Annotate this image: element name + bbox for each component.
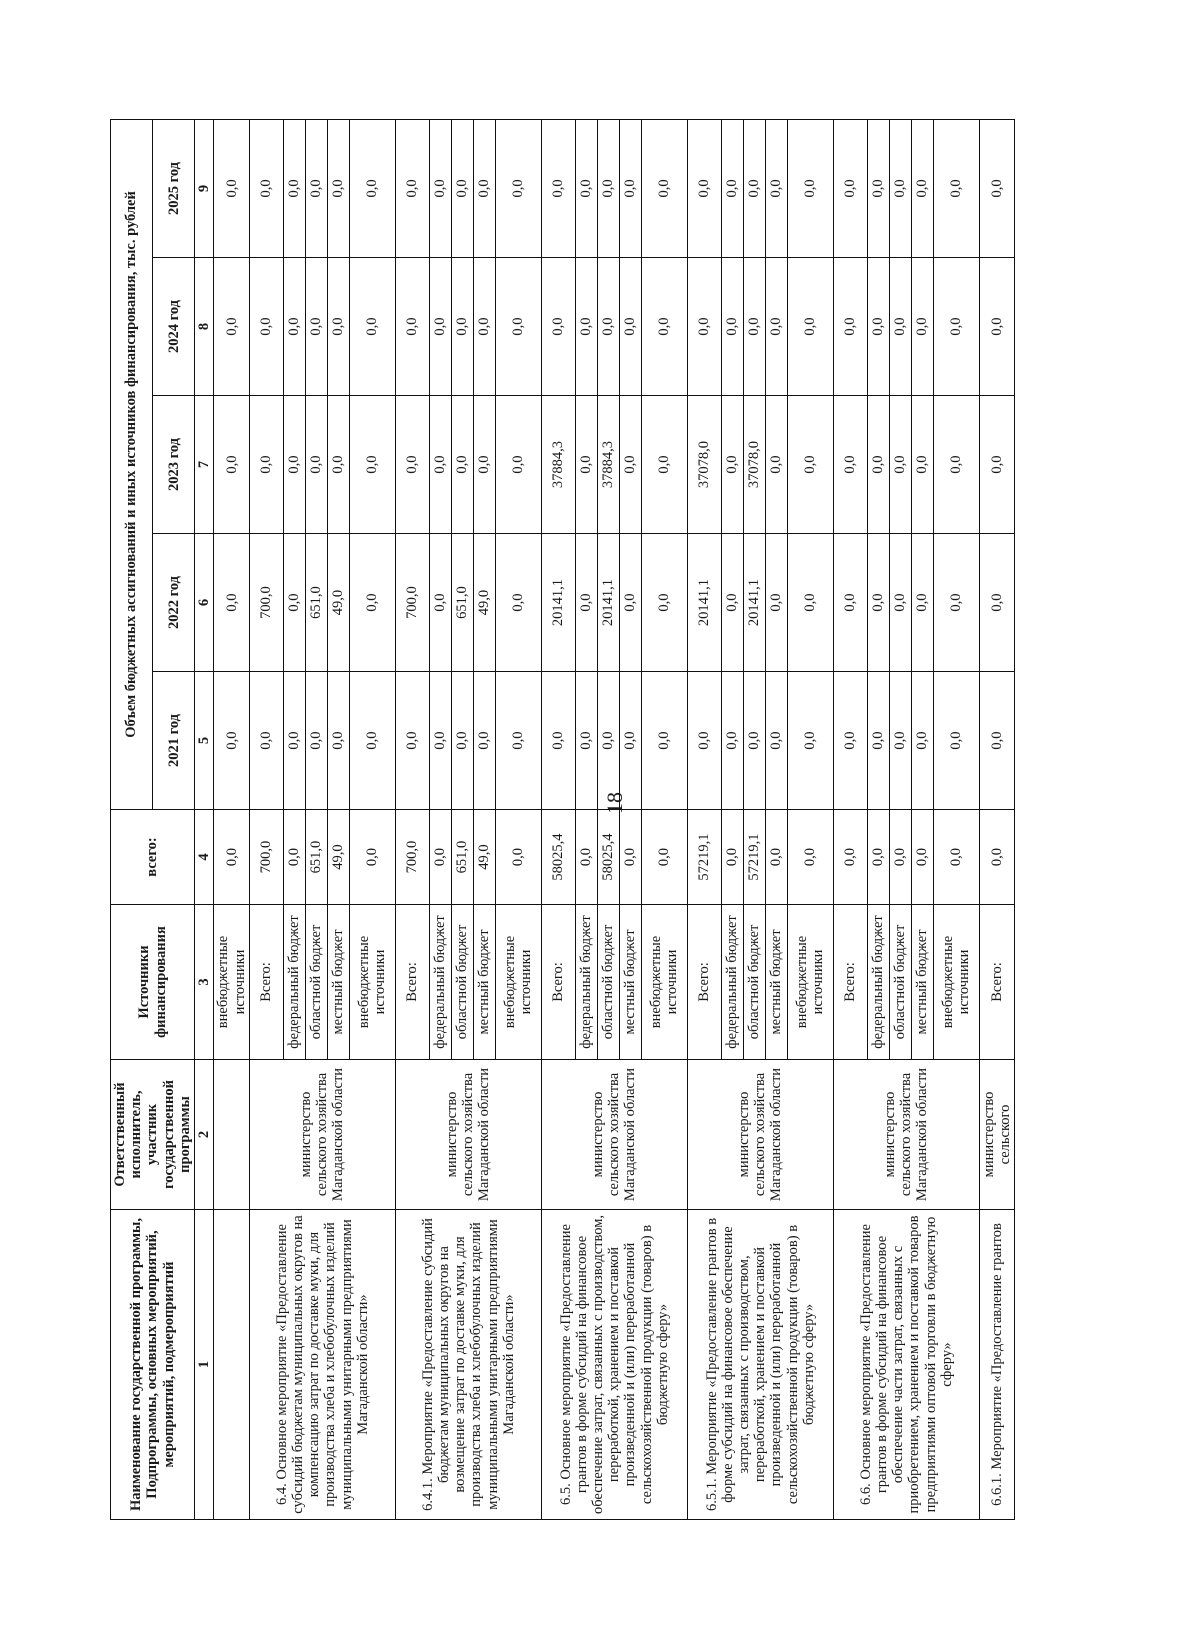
value-cell: 0,0	[214, 534, 249, 672]
value-cell: 57219,1	[687, 810, 721, 905]
source-cell: внебюджетные источники	[214, 905, 249, 1060]
executor: министерство сельского хозяйства Магаданской области	[687, 1060, 833, 1210]
value-cell: 0,0	[721, 119, 743, 257]
source-cell: Всего:	[541, 905, 575, 1060]
header-year: 2023 год	[153, 396, 195, 534]
continuation-executor	[214, 1060, 249, 1210]
executor: министерство сельского	[979, 1060, 1014, 1210]
value-cell: 0,0	[787, 258, 833, 396]
value-cell: 651,0	[305, 534, 327, 672]
value-cell: 0,0	[575, 396, 597, 534]
column-number: 8	[195, 258, 214, 396]
value-cell: 0,0	[473, 258, 495, 396]
value-cell: 0,0	[349, 810, 395, 905]
table-row	[541, 119, 575, 1519]
value-cell: 0,0	[979, 672, 1014, 810]
value-cell: 0,0	[743, 258, 765, 396]
source-cell: местный бюджет	[473, 905, 495, 1060]
value-cell: 0,0	[429, 119, 451, 257]
value-cell: 57219,1	[743, 810, 765, 905]
source-cell: Всего:	[979, 905, 1014, 1060]
value-cell: 0,0	[473, 672, 495, 810]
value-cell: 0,0	[473, 119, 495, 257]
value-cell: 651,0	[305, 810, 327, 905]
value-cell: 0,0	[214, 258, 249, 396]
value-cell: 20141,1	[597, 534, 619, 672]
value-cell: 0,0	[619, 810, 641, 905]
source-cell: Всего:	[833, 905, 867, 1060]
value-cell: 0,0	[911, 396, 933, 534]
source-cell: местный бюджет	[327, 905, 349, 1060]
value-cell: 0,0	[249, 672, 283, 810]
source-cell: областной бюджет	[743, 905, 765, 1060]
executor: министерство сельского хозяйства Магаданской области	[395, 1060, 541, 1210]
value-cell: 0,0	[765, 258, 787, 396]
value-cell: 0,0	[641, 258, 687, 396]
column-number: 1	[195, 1210, 214, 1520]
value-cell: 20141,1	[687, 534, 721, 672]
measure-name: 6.4. Основное мероприятие «Предоставление субсидий бюджетам муниципальных округов на компенсацию затрат по доставке муки, для производства хлеба и хлебобулочных изделий муниципальными унитарными предприятиями Магаданской области»	[249, 1210, 395, 1520]
table-row	[395, 119, 429, 1519]
value-cell: 0,0	[619, 258, 641, 396]
value-cell: 49,0	[327, 810, 349, 905]
value-cell: 0,0	[597, 672, 619, 810]
value-cell: 37884,3	[597, 396, 619, 534]
header-year: 2025 год	[153, 119, 195, 257]
value-cell: 0,0	[911, 810, 933, 905]
measure-name: 6.5. Основное мероприятие «Предоставление грантов в форме субсидий на финансовое обеспечение затрат, связанных с производством, переработкой, хранением и поставкой произведенной и (или) переработанной сельскохозяйственной продукции (товаров) в бюджетную сферу»	[541, 1210, 687, 1520]
value-cell: 0,0	[349, 119, 395, 257]
source-cell: местный бюджет	[765, 905, 787, 1060]
value-cell: 0,0	[429, 672, 451, 810]
table-body	[214, 119, 1015, 1519]
value-cell: 37078,0	[687, 396, 721, 534]
value-cell: 0,0	[214, 672, 249, 810]
column-number: 3	[195, 905, 214, 1060]
value-cell: 0,0	[619, 672, 641, 810]
value-cell: 0,0	[641, 119, 687, 257]
value-cell: 0,0	[911, 258, 933, 396]
continuation-row	[214, 119, 249, 1519]
value-cell: 0,0	[721, 672, 743, 810]
column-number: 7	[195, 396, 214, 534]
value-cell: 700,0	[249, 810, 283, 905]
value-cell: 0,0	[619, 396, 641, 534]
source-cell: внебюджетные источники	[495, 905, 541, 1060]
table-header	[111, 119, 214, 1519]
header-year: 2024 год	[153, 258, 195, 396]
value-cell: 0,0	[575, 258, 597, 396]
value-cell: 0,0	[787, 119, 833, 257]
value-cell: 700,0	[395, 534, 429, 672]
value-cell: 0,0	[349, 534, 395, 672]
column-number: 9	[195, 119, 214, 257]
value-cell: 0,0	[933, 534, 979, 672]
value-cell: 0,0	[597, 119, 619, 257]
value-cell: 0,0	[687, 672, 721, 810]
column-number: 2	[195, 1060, 214, 1210]
value-cell: 0,0	[473, 396, 495, 534]
value-cell: 0,0	[911, 119, 933, 257]
measure-name: 6.6. Основное мероприятие «Предоставление грантов в форме субсидий на финансовое обеспечение части затрат, связанных с приобретением, хранением и поставкой товаров предприятиями оптовой торговли в бюджетную сферу»	[833, 1210, 979, 1520]
value-cell: 0,0	[541, 258, 575, 396]
value-cell: 0,0	[327, 258, 349, 396]
value-cell: 49,0	[327, 534, 349, 672]
value-cell: 0,0	[283, 396, 305, 534]
value-cell: 0,0	[395, 119, 429, 257]
header-year: 2021 год	[153, 672, 195, 810]
value-cell: 0,0	[575, 810, 597, 905]
value-cell: 0,0	[575, 119, 597, 257]
executor: министерство сельского хозяйства Магаданской области	[249, 1060, 395, 1210]
value-cell: 700,0	[249, 534, 283, 672]
table-row	[249, 119, 283, 1519]
source-cell: Всего:	[687, 905, 721, 1060]
value-cell: 0,0	[619, 534, 641, 672]
source-cell: федеральный бюджет	[283, 905, 305, 1060]
value-cell: 0,0	[979, 810, 1014, 905]
value-cell: 0,0	[721, 534, 743, 672]
value-cell: 0,0	[214, 396, 249, 534]
value-cell: 0,0	[495, 534, 541, 672]
measure-name: 6.5.1. Мероприятие «Предоставление грантов в форме субсидий на финансовое обеспечение затрат, связанных с производством, переработкой, хранением и поставкой произведенной и (или) переработанной сельскохозяйственной продукции (товаров) в бюджетную сферу»	[687, 1210, 833, 1520]
value-cell: 0,0	[889, 534, 911, 672]
value-cell: 0,0	[619, 119, 641, 257]
value-cell: 0,0	[979, 258, 1014, 396]
value-cell: 0,0	[641, 810, 687, 905]
source-cell: местный бюджет	[911, 905, 933, 1060]
source-cell: федеральный бюджет	[429, 905, 451, 1060]
value-cell: 0,0	[641, 672, 687, 810]
value-cell: 0,0	[833, 672, 867, 810]
value-cell: 0,0	[833, 119, 867, 257]
value-cell: 0,0	[349, 258, 395, 396]
column-number: 4	[195, 810, 214, 905]
value-cell: 0,0	[429, 810, 451, 905]
value-cell: 0,0	[889, 258, 911, 396]
value-cell: 0,0	[833, 258, 867, 396]
value-cell: 0,0	[911, 534, 933, 672]
value-cell: 0,0	[765, 534, 787, 672]
value-cell: 0,0	[867, 258, 889, 396]
value-cell: 0,0	[833, 534, 867, 672]
value-cell: 0,0	[765, 672, 787, 810]
value-cell: 0,0	[787, 534, 833, 672]
value-cell: 37078,0	[743, 396, 765, 534]
header-volume: Объем бюджетных ассигнований и иных источников финансирования, тыс. рублей	[111, 119, 153, 809]
value-cell: 58025,4	[597, 810, 619, 905]
value-cell: 0,0	[687, 258, 721, 396]
value-cell: 0,0	[787, 396, 833, 534]
value-cell: 0,0	[979, 534, 1014, 672]
value-cell: 0,0	[451, 119, 473, 257]
header-executor: Ответственный исполнитель, участник государственной программы	[111, 1060, 195, 1210]
table-row	[833, 119, 867, 1519]
table-row	[687, 119, 721, 1519]
value-cell: 20141,1	[743, 534, 765, 672]
value-cell: 0,0	[249, 258, 283, 396]
value-cell: 0,0	[933, 396, 979, 534]
source-cell: федеральный бюджет	[867, 905, 889, 1060]
value-cell: 0,0	[429, 534, 451, 672]
value-cell: 0,0	[541, 119, 575, 257]
source-cell: федеральный бюджет	[721, 905, 743, 1060]
value-cell: 0,0	[889, 672, 911, 810]
source-cell: областной бюджет	[889, 905, 911, 1060]
value-cell: 0,0	[979, 396, 1014, 534]
source-cell: федеральный бюджет	[575, 905, 597, 1060]
value-cell: 58025,4	[541, 810, 575, 905]
value-cell: 0,0	[451, 396, 473, 534]
value-cell: 0,0	[349, 396, 395, 534]
value-cell: 0,0	[249, 396, 283, 534]
value-cell: 0,0	[305, 119, 327, 257]
measure-name: 6.4.1. Мероприятие «Предоставление субсидий бюджетам муниципальных округов на возмещение затрат по доставке муки, для производства хлеба и хлебобулочных изделий муниципальными унитарными предприятиями Магаданской области»	[395, 1210, 541, 1520]
source-cell: внебюджетные источники	[933, 905, 979, 1060]
value-cell: 0,0	[283, 119, 305, 257]
value-cell: 0,0	[765, 396, 787, 534]
value-cell: 0,0	[787, 810, 833, 905]
value-cell: 0,0	[283, 672, 305, 810]
value-cell: 0,0	[495, 119, 541, 257]
value-cell: 0,0	[889, 810, 911, 905]
value-cell: 0,0	[395, 258, 429, 396]
header-name: Наименование государственной программы, Подпрограммы, основных мероприятий, мероприятий, подмероприятий	[111, 1210, 195, 1520]
value-cell: 0,0	[721, 810, 743, 905]
value-cell: 0,0	[575, 534, 597, 672]
source-cell: областной бюджет	[597, 905, 619, 1060]
value-cell: 0,0	[765, 810, 787, 905]
value-cell: 0,0	[429, 396, 451, 534]
column-number: 6	[195, 534, 214, 672]
value-cell: 0,0	[327, 396, 349, 534]
measure-name: 6.6.1. Мероприятие «Предоставление грантов	[979, 1210, 1014, 1520]
source-cell: внебюджетные источники	[349, 905, 395, 1060]
executor: министерство сельского хозяйства Магаданской области	[833, 1060, 979, 1210]
value-cell: 0,0	[721, 396, 743, 534]
rotated-page-content	[110, 60, 1110, 1520]
value-cell: 0,0	[283, 534, 305, 672]
continuation-name	[214, 1210, 249, 1520]
value-cell: 0,0	[979, 119, 1014, 257]
value-cell: 0,0	[283, 810, 305, 905]
budget-table	[110, 119, 1015, 1520]
source-cell: Всего:	[395, 905, 429, 1060]
header-year: 2022 год	[153, 534, 195, 672]
value-cell: 0,0	[889, 396, 911, 534]
header-source: Источники финансирования	[111, 905, 195, 1060]
source-cell: внебюджетные источники	[787, 905, 833, 1060]
value-cell: 0,0	[305, 672, 327, 810]
column-number: 5	[195, 672, 214, 810]
value-cell: 0,0	[721, 258, 743, 396]
value-cell: 0,0	[305, 258, 327, 396]
value-cell: 0,0	[575, 672, 597, 810]
value-cell: 0,0	[305, 396, 327, 534]
value-cell: 0,0	[933, 810, 979, 905]
value-cell: 0,0	[249, 119, 283, 257]
value-cell: 49,0	[473, 810, 495, 905]
value-cell: 0,0	[867, 119, 889, 257]
value-cell: 0,0	[451, 258, 473, 396]
value-cell: 0,0	[451, 672, 473, 810]
value-cell: 651,0	[451, 534, 473, 672]
value-cell: 0,0	[867, 672, 889, 810]
source-cell: внебюджетные источники	[641, 905, 687, 1060]
value-cell: 0,0	[641, 396, 687, 534]
executor: министерство сельского хозяйства Магаданской области	[541, 1060, 687, 1210]
value-cell: 0,0	[933, 258, 979, 396]
value-cell: 49,0	[473, 534, 495, 672]
source-cell: Всего:	[249, 905, 283, 1060]
value-cell: 0,0	[911, 672, 933, 810]
value-cell: 0,0	[867, 534, 889, 672]
header-total: всего:	[111, 810, 195, 905]
value-cell: 0,0	[429, 258, 451, 396]
value-cell: 0,0	[641, 534, 687, 672]
value-cell: 0,0	[833, 810, 867, 905]
value-cell: 0,0	[495, 396, 541, 534]
value-cell: 0,0	[541, 672, 575, 810]
value-cell: 0,0	[833, 396, 867, 534]
value-cell: 20141,1	[541, 534, 575, 672]
value-cell: 700,0	[395, 810, 429, 905]
source-cell: областной бюджет	[451, 905, 473, 1060]
value-cell: 0,0	[597, 258, 619, 396]
value-cell: 0,0	[349, 672, 395, 810]
source-cell: местный бюджет	[619, 905, 641, 1060]
value-cell: 37884,3	[541, 396, 575, 534]
value-cell: 0,0	[933, 672, 979, 810]
value-cell: 0,0	[327, 119, 349, 257]
value-cell: 0,0	[283, 258, 305, 396]
value-cell: 0,0	[867, 396, 889, 534]
value-cell: 651,0	[451, 810, 473, 905]
value-cell: 0,0	[889, 119, 911, 257]
value-cell: 0,0	[395, 672, 429, 810]
value-cell: 0,0	[743, 119, 765, 257]
value-cell: 0,0	[787, 672, 833, 810]
value-cell: 0,0	[327, 672, 349, 810]
source-cell: областной бюджет	[305, 905, 327, 1060]
value-cell: 0,0	[495, 810, 541, 905]
value-cell: 0,0	[933, 119, 979, 257]
value-cell: 0,0	[214, 810, 249, 905]
value-cell: 0,0	[687, 119, 721, 257]
value-cell: 0,0	[214, 119, 249, 257]
table-row	[979, 119, 1014, 1519]
value-cell: 0,0	[495, 672, 541, 810]
value-cell: 0,0	[495, 258, 541, 396]
value-cell: 0,0	[395, 396, 429, 534]
value-cell: 0,0	[765, 119, 787, 257]
value-cell: 0,0	[867, 810, 889, 905]
page-number: 18	[602, 792, 627, 814]
value-cell: 0,0	[743, 672, 765, 810]
